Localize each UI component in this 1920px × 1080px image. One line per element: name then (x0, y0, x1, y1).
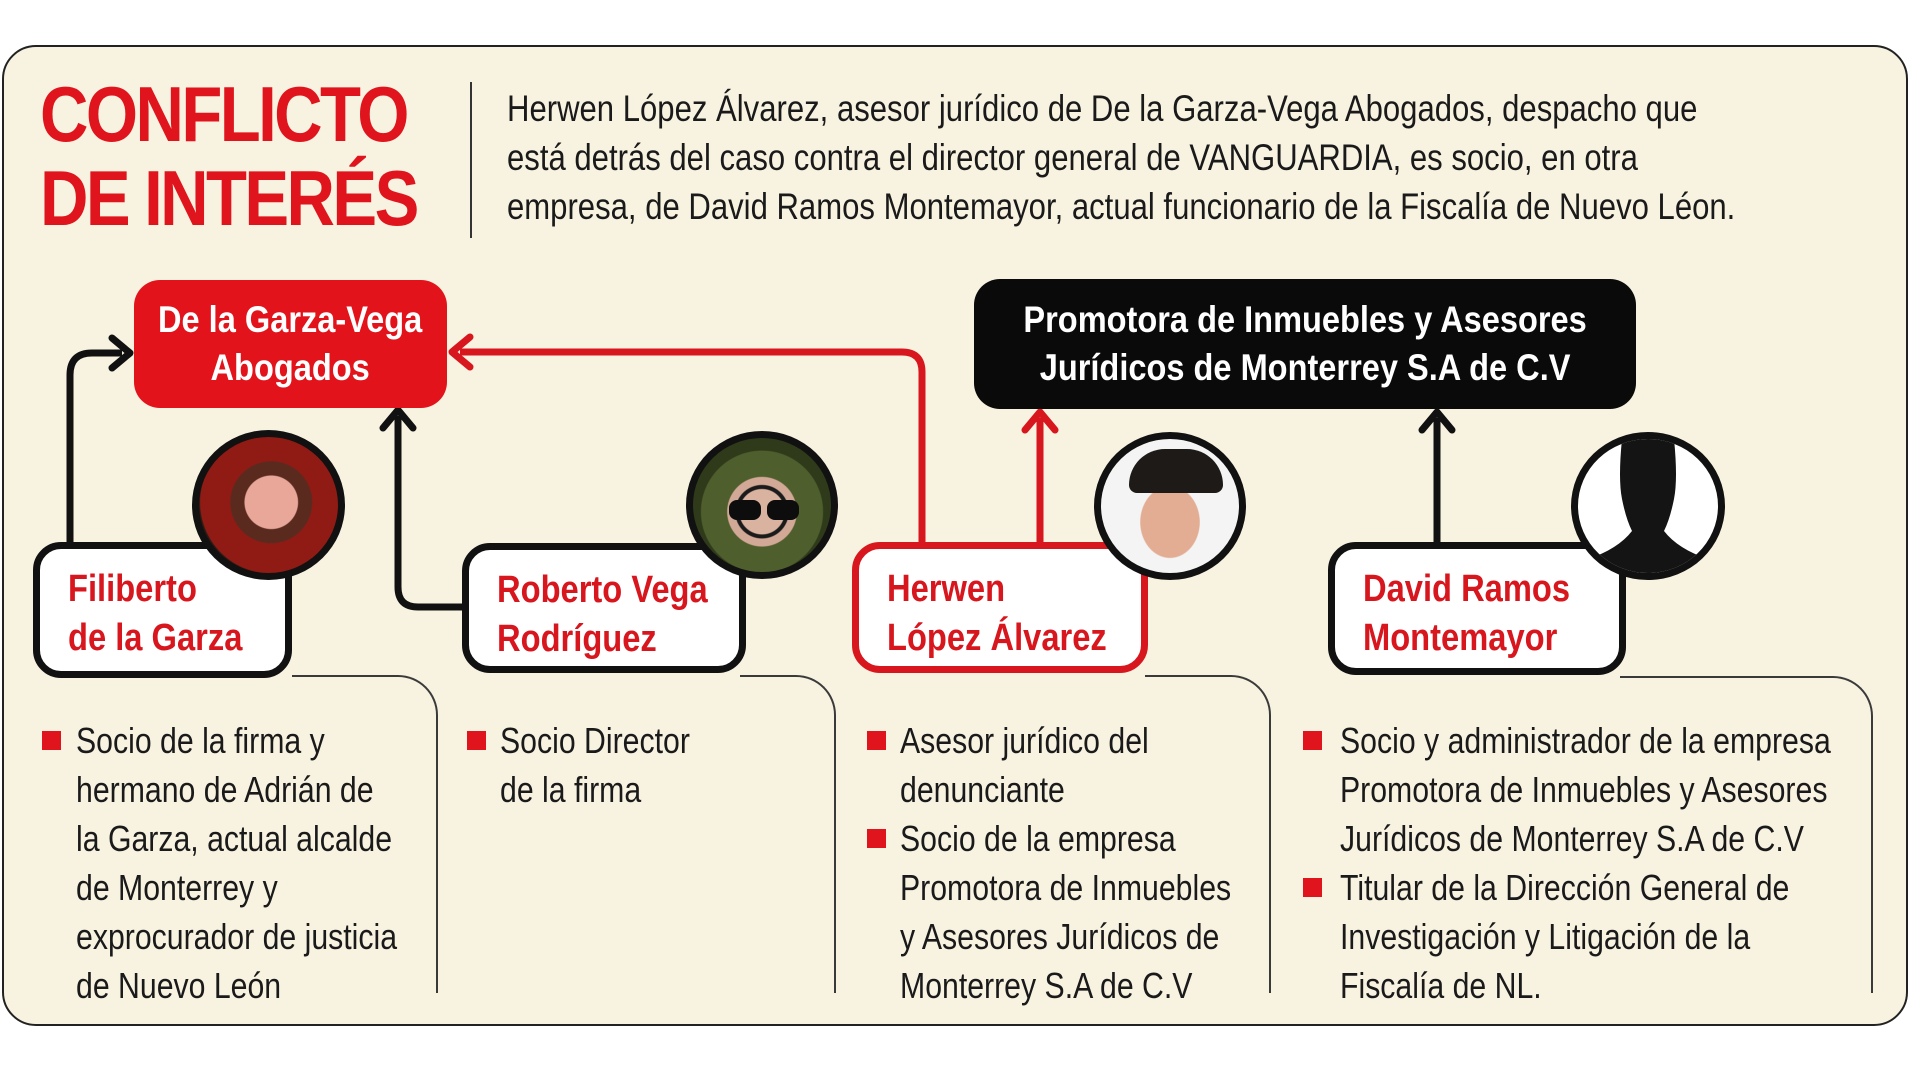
title-line-1: CONFLICTO (40, 70, 407, 158)
bullet-text: y Asesores Jurídicos de (900, 916, 1220, 957)
description-david (1303, 716, 1920, 1010)
bullet-text: denunciante (900, 769, 1065, 810)
bullet-square-icon (1303, 878, 1322, 897)
bullet-text: Fiscalía de NL. (1340, 965, 1542, 1006)
person-name-line: López Álvarez (887, 617, 1107, 659)
bullet-item (867, 716, 1294, 814)
person-name-herwen (852, 542, 1148, 673)
person-name-roberto (462, 543, 746, 673)
bullet-text: Socio de la firma y (76, 720, 325, 761)
bullet-square-icon (1303, 731, 1322, 750)
description-roberto (467, 716, 726, 814)
bullet-text: Asesor jurídico del (900, 720, 1149, 761)
silhouette-placeholder-icon (1571, 432, 1725, 580)
bullet-text: Investigación y Litigación de la (1340, 916, 1751, 957)
person-name-line: David Ramos (1363, 568, 1571, 610)
bullet-text: Socio y administrador de la empresa (1340, 720, 1831, 761)
intro-line: empresa, de David Ramos Montemayor, actual funcionario de la Fiscalía de Nuevo Léon. (507, 186, 1736, 227)
entity-company (974, 279, 1636, 409)
bullet-item (1303, 716, 1920, 863)
bullet-text: Socio de la empresa (900, 818, 1176, 859)
bullet-text: la Garza, actual alcalde (76, 818, 393, 859)
bullet-item (867, 814, 1294, 1010)
arrow-roberto-to-firm (398, 416, 462, 607)
bullet-square-icon (42, 731, 61, 750)
bullet-text: Titular de la Dirección General de (1340, 867, 1790, 908)
entity-law-firm-line-1: De la Garza-Vega (158, 299, 423, 340)
bullet-square-icon (467, 731, 486, 750)
bullet-item (1303, 863, 1920, 1010)
portrait-photo-filiberto (192, 430, 345, 580)
hair-shape (1129, 449, 1223, 493)
description-filiberto (42, 716, 458, 1010)
bullet-text: de la firma (500, 769, 642, 810)
bullet-text: Promotora de Inmuebles y Asesores (1340, 769, 1828, 810)
panel-outline-roberto (740, 675, 836, 993)
bullet-text: Promotora de Inmuebles (900, 867, 1232, 908)
bullet-item (42, 716, 458, 1010)
bullet-text: Jurídicos de Monterrey S.A de C.V (1340, 818, 1804, 859)
person-name-line: Roberto Vega (497, 569, 708, 611)
bullet-text: de Monterrey y (76, 867, 278, 908)
bullet-text: Socio Director (500, 720, 690, 761)
bullet-item (467, 716, 726, 814)
portrait-photo-roberto (686, 431, 838, 579)
entity-company-line-1: Promotora de Inmuebles y Asesores (1023, 299, 1587, 340)
bullet-text: Monterrey S.A de C.V (900, 965, 1193, 1006)
person-name-line: Herwen (887, 568, 1006, 610)
person-name-line: Montemayor (1363, 617, 1558, 659)
entity-law-firm (134, 280, 447, 408)
sunglasses-right (767, 500, 799, 520)
entity-law-firm-line-2: Abogados (210, 347, 371, 388)
arrow-filiberto-to-firm (70, 353, 122, 545)
portrait-photo-herwen (1094, 432, 1246, 580)
person-name-line: de la Garza (68, 617, 243, 659)
person-name-line: Filiberto (68, 568, 197, 610)
title-line-2: DE INTERÉS (40, 154, 417, 242)
bullet-text: exprocurador de justicia (76, 916, 398, 957)
bullet-text: de Nuevo León (76, 965, 282, 1006)
person-name-line: Rodríguez (497, 618, 657, 660)
sunglasses-left (729, 500, 761, 520)
bullet-text: hermano de Adrián de (76, 769, 374, 810)
entity-company-line-2: Jurídicos de Monterrey S.A de C.V (1039, 347, 1571, 388)
intro-line: está detrás del caso contra el director general de VANGUARDIA, es socio, en otra (507, 137, 1638, 178)
intro-line: Herwen López Álvarez, asesor jurídico de De la Garza-Vega Abogados, despacho que (507, 88, 1698, 129)
bullet-square-icon (867, 731, 886, 750)
description-herwen (867, 716, 1294, 1010)
bullet-square-icon (867, 829, 886, 848)
